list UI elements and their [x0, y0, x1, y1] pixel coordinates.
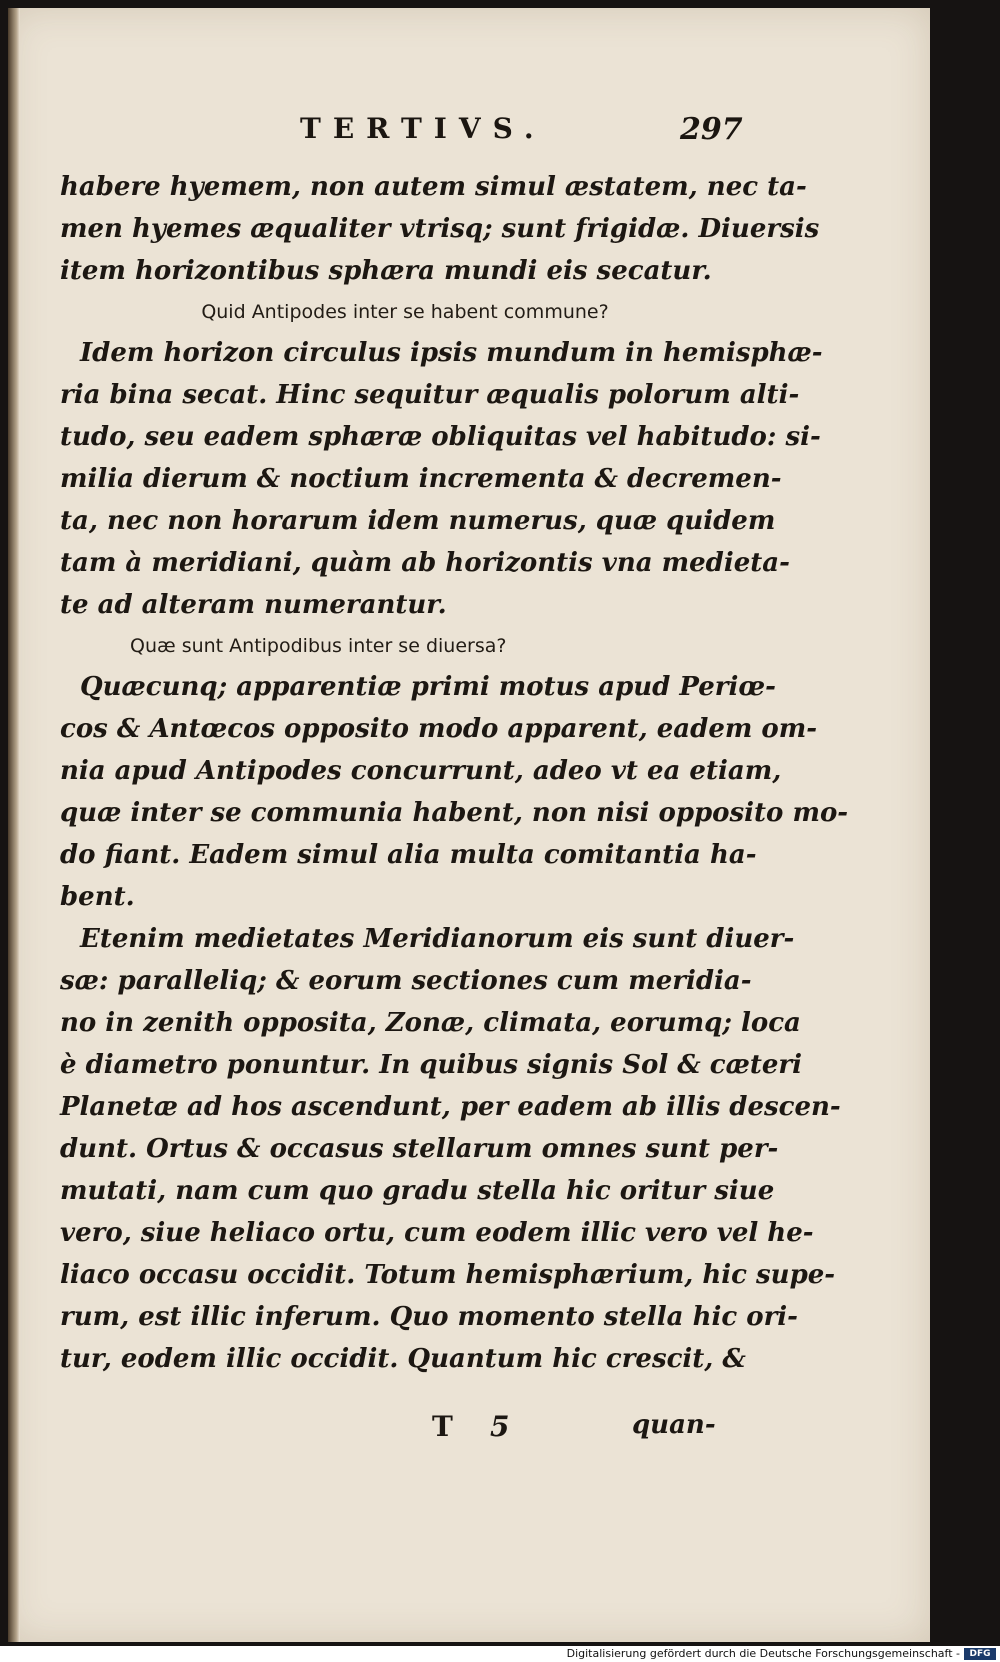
text-line: milia dierum & noctium incrementa & decremen-: [60, 464, 782, 494]
text-line: rum, est illic inferum. Quo momento stella hic ori-: [60, 1302, 798, 1332]
signature-row: [8, 1410, 930, 1450]
text-line: tudo, seu eadem sphæræ obliquitas vel habitudo: si-: [60, 422, 821, 452]
text-line: nia apud Antipodes concurrunt, adeo vt ea etiam,: [60, 756, 782, 786]
text-line: te ad alteram numerantur.: [60, 590, 447, 620]
page-gutter: [8, 8, 20, 1642]
text-line: men hyemes æqualiter vtrisq; sunt frigidæ. Diuersis: [60, 214, 820, 244]
signature-mark: T: [432, 1410, 453, 1443]
text-line: bent.: [60, 882, 135, 912]
text-line: habere hyemem, non autem simul æstatem, nec ta-: [60, 172, 807, 202]
text-line: do fiant. Eadem simul alia multa comitantia ha-: [60, 840, 757, 870]
text-line: item horizontibus sphæra mundi eis secatur.: [60, 256, 712, 286]
text-line: cos & Antœcos opposito modo apparent, eadem om-: [60, 714, 818, 744]
book-page: [8, 8, 930, 1642]
credit-text: Digitalisierung gefördert durch die Deutsche Forschungsgemeinschaft -: [566, 1647, 960, 1660]
signature-number: 5: [490, 1410, 510, 1443]
text-line: dunt. Ortus & occasus stellarum omnes sunt per-: [60, 1134, 779, 1164]
text-line: no in zenith opposita, Zonæ, climata, eorumq; loca: [60, 1008, 801, 1038]
running-head: TERTIVS.: [300, 112, 546, 145]
question-heading: Quid Antipodes inter se habent commune?: [201, 301, 609, 323]
text-line: sæ: paralleliq; & eorum sectiones cum meridia-: [60, 966, 752, 996]
text-line: quæ inter se communia habent, non nisi opposito mo-: [60, 798, 849, 828]
page-number: 297: [680, 112, 743, 147]
text-line: ria bina secat. Hinc sequitur æqualis polorum alti-: [60, 380, 800, 410]
digitization-credit-bar: [0, 1646, 1000, 1662]
question-heading: Quæ sunt Antipodibus inter se diuersa?: [130, 635, 507, 657]
text-line: tur, eodem illic occidit. Quantum hic crescit, &: [60, 1344, 746, 1374]
text-line: Idem horizon circulus ipsis mundum in hemisphæ-: [80, 338, 823, 368]
text-line: tam à meridiani, quàm ab horizontis vna medieta-: [60, 548, 790, 578]
text-line: ta, nec non horarum idem numerus, quæ quidem: [60, 506, 776, 536]
text-line: Etenim medietates Meridianorum eis sunt diuer-: [80, 924, 795, 954]
dfg-logo: DFG: [964, 1648, 996, 1660]
catchword: quan-: [632, 1410, 716, 1440]
text-line: Quæcunq; apparentiæ primi motus apud Periœ-: [80, 672, 776, 702]
text-line: Planetæ ad hos ascendunt, per eadem ab illis descen-: [60, 1092, 841, 1122]
text-line: è diametro ponuntur. In quibus signis Sol & cæteri: [60, 1050, 802, 1080]
text-line: mutati, nam cum quo gradu stella hic oritur siue: [60, 1176, 775, 1206]
text-line: vero, siue heliaco ortu, cum eodem illic vero vel he-: [60, 1218, 814, 1248]
text-line: liaco occasu occidit. Totum hemisphærium, hic supe-: [60, 1260, 836, 1290]
page-text: [60, 166, 849, 1380]
